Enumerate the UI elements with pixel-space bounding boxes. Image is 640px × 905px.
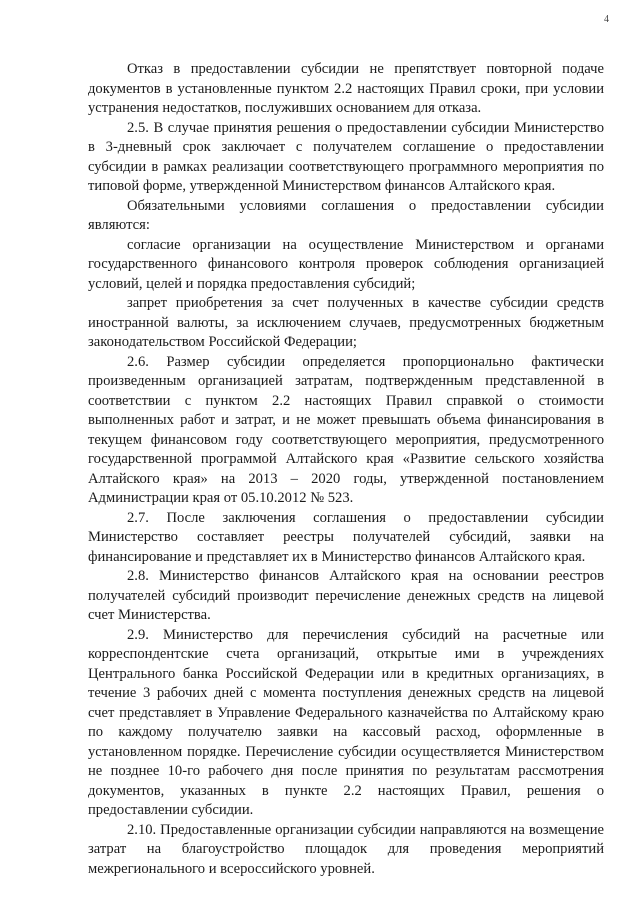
paragraph-2-9: 2.9. Министерство для перечисления субсидий на расчетные или корреспондентские счета организаций, открытые ими в учреждениях Центрального банка Российской Федерации или в кредитных организациях, в течение 3 рабочих дней с момента поступления денежных средств на лицевой счет представляет в Управление Федерального казначейства по Алтайскому краю по каждому получателю заявки на кассовый расход, оформленные в установленном порядке. Перечисление субсидии осуществляется Министерством не позднее 10-го рабочего дня после принятия по результатам рассмотрения документов, указанных в пункте 2.2 настоящих Правил, решения о предоставлении субсидии. xyxy=(88,626,604,818)
paragraph-currency-ban: запрет приобретения за счет полученных в качестве субсидии средств иностранной валюты, за исключением случаев, предусмотренных бюджетным законодательством Российской Федерации; xyxy=(88,295,604,350)
paragraph-2-6: 2.6. Размер субсидии определяется пропорционально фактически произведенным организацией затратам, подтвержденным представленной в соответствии с пунктом 2.2 настоящих Правил справкой о стоимости выполненных работ и затрат, и не может превышать объема финансирования в текущем финансовом году соответствующего мероприятия, предусмотренного государственной программой Алтайского края «Развитие сельского хозяйства Алтайского края» на 2013 – 2020 годы, утвержденной постановлением Администрации края от 05.10.2012 № 523. xyxy=(88,353,604,506)
paragraph-2-10: 2.10. Предоставленные организации субсидии направляются на возмещение затрат на благоустройство площадок для проведения мероприятий межрегионального и всероссийского уровней. xyxy=(88,821,604,877)
paragraph-refusal-resubmission: Отказ в предоставлении субсидии не препятствует повторной подаче документов в установленные пунктом 2.2 настоящих Правил сроки, при условии устранения недостатков, послуживших основанием для отказа. xyxy=(88,61,604,116)
paragraph-mandatory-conditions: Обязательными условиями соглашения о предоставлении субсидии являются: xyxy=(88,197,604,233)
page-number: 4 xyxy=(604,14,609,25)
paragraph-consent-condition: согласие организации на осуществление Министерством и органами государственного финансового контроля проверок соблюдения организацией условий, целей и порядка предоставления субсидий; xyxy=(88,236,604,292)
paragraph-2-7: 2.7. После заключения соглашения о предоставлении субсидии Министерство составляет реестры получателей субсидий, заявки на финансирование и представляет их в Министерство финансов Алтайского края. xyxy=(88,509,604,565)
document-body xyxy=(88,60,604,879)
paragraph-2-5: 2.5. В случае принятия решения о предоставлении субсидии Министерство в 3-дневный срок заключает с получателем соглашение о предоставлении субсидии в рамках реализации соответствующего программного мероприятия по типовой форме, утвержденной Министерством финансов Алтайского края. xyxy=(88,119,604,194)
paragraph-2-8: 2.8. Министерство финансов Алтайского края на основании реестров получателей субсидий производит перечисление денежных средств на лицевой счет Министерства. xyxy=(88,568,604,623)
